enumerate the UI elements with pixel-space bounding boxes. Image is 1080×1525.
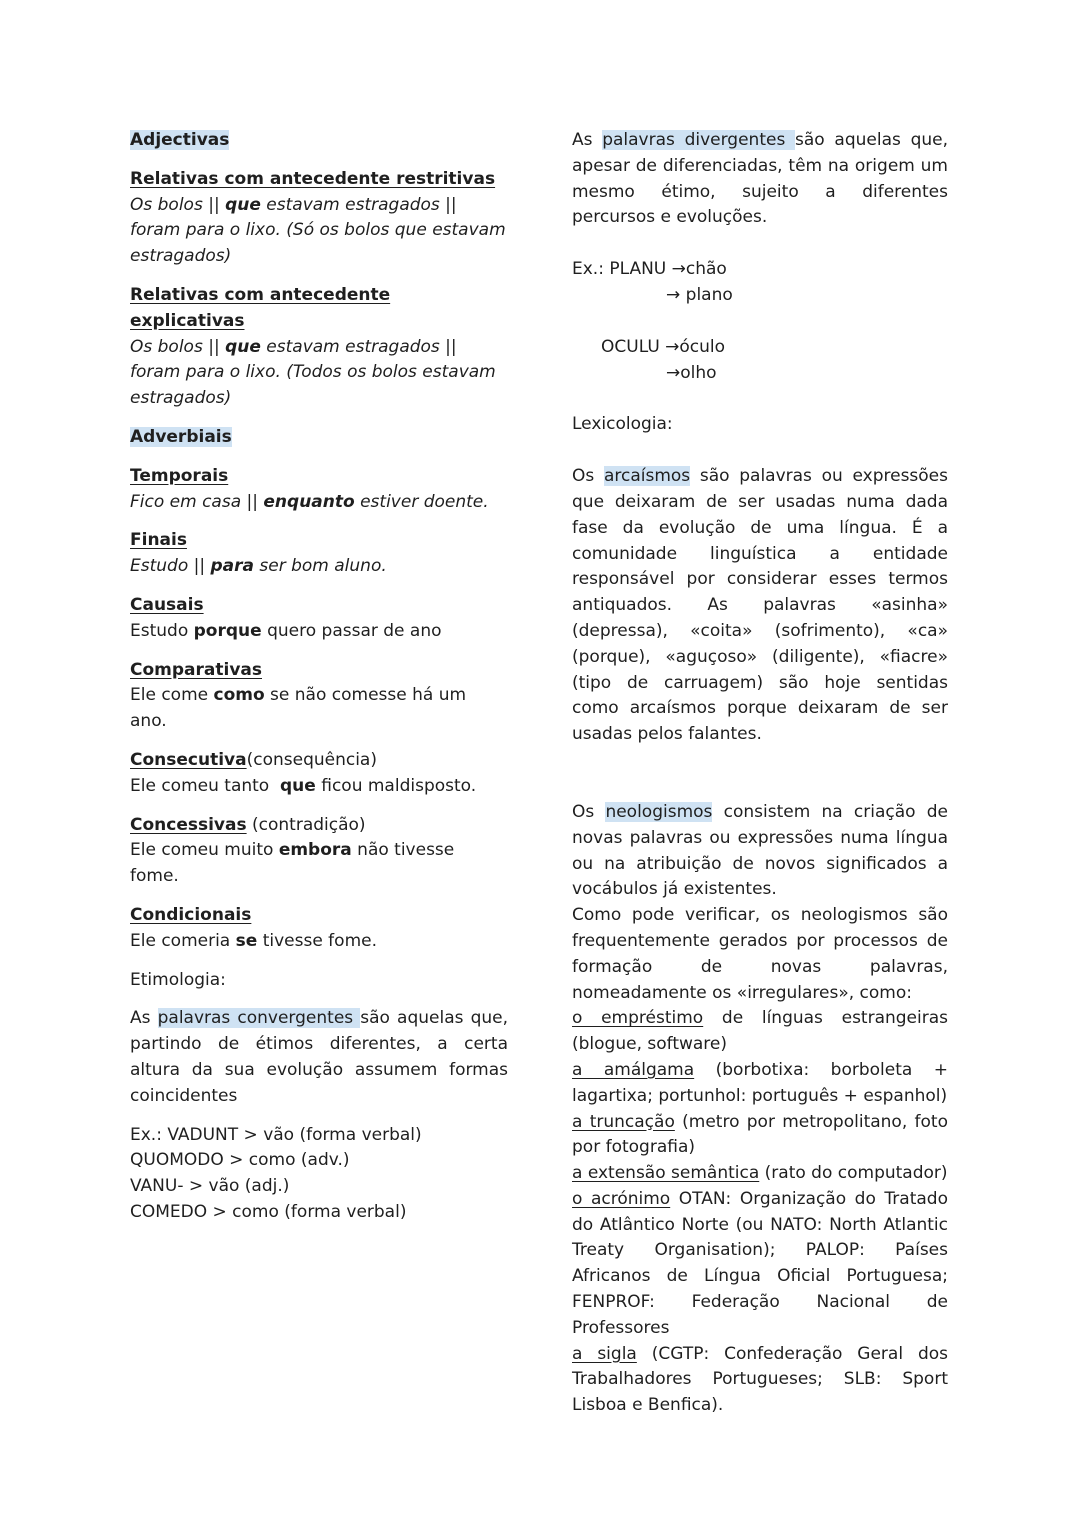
finais-example: Estudo || para ser bom aluno. — [130, 556, 387, 577]
list-item: o empréstimo de línguas estrangeiras (blogue, software) — [572, 1008, 949, 1055]
example-line: OCULU →óculo — [601, 336, 726, 357]
temporais-example: Fico em casa || enquanto estiver doente. — [130, 491, 489, 512]
finais-title: Finais — [130, 530, 187, 551]
etimologia-heading: Etimologia: — [130, 969, 226, 990]
list-item: o acrónimo OTAN: Organização do Tratado do Atlântico Norte (ou NATO: North Atlantic Treaty Organisation); PALOP: Países Africanos de Língua Oficial Portuguesa; FENPROF: Federação Nacional de Professores — [572, 1188, 948, 1338]
concessivas-title: Concessivas (contradição) — [130, 814, 366, 835]
section-consecutiva — [130, 748, 508, 800]
section-concessivas — [130, 813, 508, 890]
condicionais-example: Ele comeria se tivesse fome. — [130, 930, 377, 951]
right-column — [572, 128, 948, 1419]
example-line: VANU- > vão (adj.) — [130, 1176, 290, 1197]
heading-adverbiais: Adverbiais — [130, 426, 232, 447]
example-line: Ex.: VADUNT > vão (forma verbal) — [130, 1124, 422, 1145]
restritivas-example: Os bolos || que estavam estragados || foram para o lixo. (Só os bolos que estavam estragados) — [130, 194, 506, 267]
divergentes-example-oculu — [572, 335, 948, 387]
list-item: a extensão semântica (rato do computador) — [572, 1163, 948, 1184]
neologismos-processes-intro: Como pode verificar, os neologismos são frequentemente gerados por processos de formação de novas palavras, nomeadamente os «irregulares», como: — [572, 905, 948, 1003]
example-line: QUOMODO > como (adv.) — [130, 1150, 350, 1171]
restritivas-title: Relativas com antecedente restritivas — [130, 168, 496, 189]
processes-list — [572, 1006, 948, 1419]
explicativas-title: Relativas com antecedente explicativas — [130, 284, 391, 331]
comparativas-example: Ele come como se não comesse há um ano. — [130, 685, 467, 732]
example-line: → plano — [666, 284, 733, 305]
explicativas-example: Os bolos || que estavam estragados || foram para o lixo. (Todos os bolos estavam estragados) — [130, 336, 496, 409]
condicionais-title: Condicionais — [130, 904, 252, 925]
left-column — [130, 128, 508, 1226]
convergentes-paragraph: As palavras convergentes são aquelas que, partindo de étimos diferentes, a certa altura da sua evolução assumem formas coincidentes — [130, 1008, 509, 1106]
comparativas-title: Comparativas — [130, 659, 262, 680]
consecutiva-title: Consecutiva(consequência) — [130, 749, 377, 770]
convergentes-examples — [130, 1123, 508, 1226]
heading-adjectivas: Adjectivas — [130, 130, 230, 150]
section-temporais — [130, 464, 508, 516]
example-line: →olho — [666, 362, 717, 383]
section-finais — [130, 528, 508, 580]
list-item: a amálgama (borbotixa: borboleta + lagartixa; portunhol: português + espanhol) — [572, 1059, 948, 1106]
section-restritivas — [130, 167, 508, 270]
example-line: Ex.: PLANU →chão — [572, 259, 727, 280]
arcaismos-paragraph: Os arcaísmos são palavras ou expressões que deixaram de ser usadas numa dada fase da evolução de uma língua. É a comunidade linguística a entidade responsável por considerar esses termos antiquados. As palavras «asinha» (depressa), «coita» (sofrimento), «ca» (porque), «aguçoso» (diligente), «fiacre» (tipo de carruagem) são hoje sentidas como arcaísmos porque deixaram de ser usadas pelos falantes. — [572, 466, 948, 745]
causais-title: Causais — [130, 594, 204, 615]
temporais-title: Temporais — [130, 465, 229, 486]
neologismos-paragraph: Os neologismos consistem na criação de novas palavras ou expressões numa língua ou na atribuição de novos significados a vocábulos já existentes. — [572, 801, 948, 900]
example-line: COMEDO > como (forma verbal) — [130, 1201, 407, 1222]
divergentes-paragraph: As palavras divergentes são aquelas que, apesar de diferenciadas, têm na origem um mesmo étimo, sujeito a diferentes percursos e evoluções. — [572, 130, 948, 228]
concessivas-example: Ele comeu muito embora não tivesse fome. — [130, 840, 455, 887]
list-item: a truncação (metro por metropolitano, foto por fotografia) — [572, 1111, 948, 1158]
section-condicionais — [130, 903, 508, 955]
section-causais — [130, 593, 508, 645]
consecutiva-example: Ele comeu tanto que ficou maldisposto. — [130, 775, 477, 796]
section-explicativas — [130, 283, 508, 412]
section-comparativas — [130, 658, 508, 735]
list-item: a sigla (CGTP: Confederação Geral dos Trabalhadores Portugueses; SLB: Sport Lisboa e Benfica). — [572, 1343, 949, 1416]
lexicologia-heading: Lexicologia: — [572, 414, 673, 435]
causais-example: Estudo porque quero passar de ano — [130, 620, 442, 641]
divergentes-example-planu — [572, 257, 948, 309]
